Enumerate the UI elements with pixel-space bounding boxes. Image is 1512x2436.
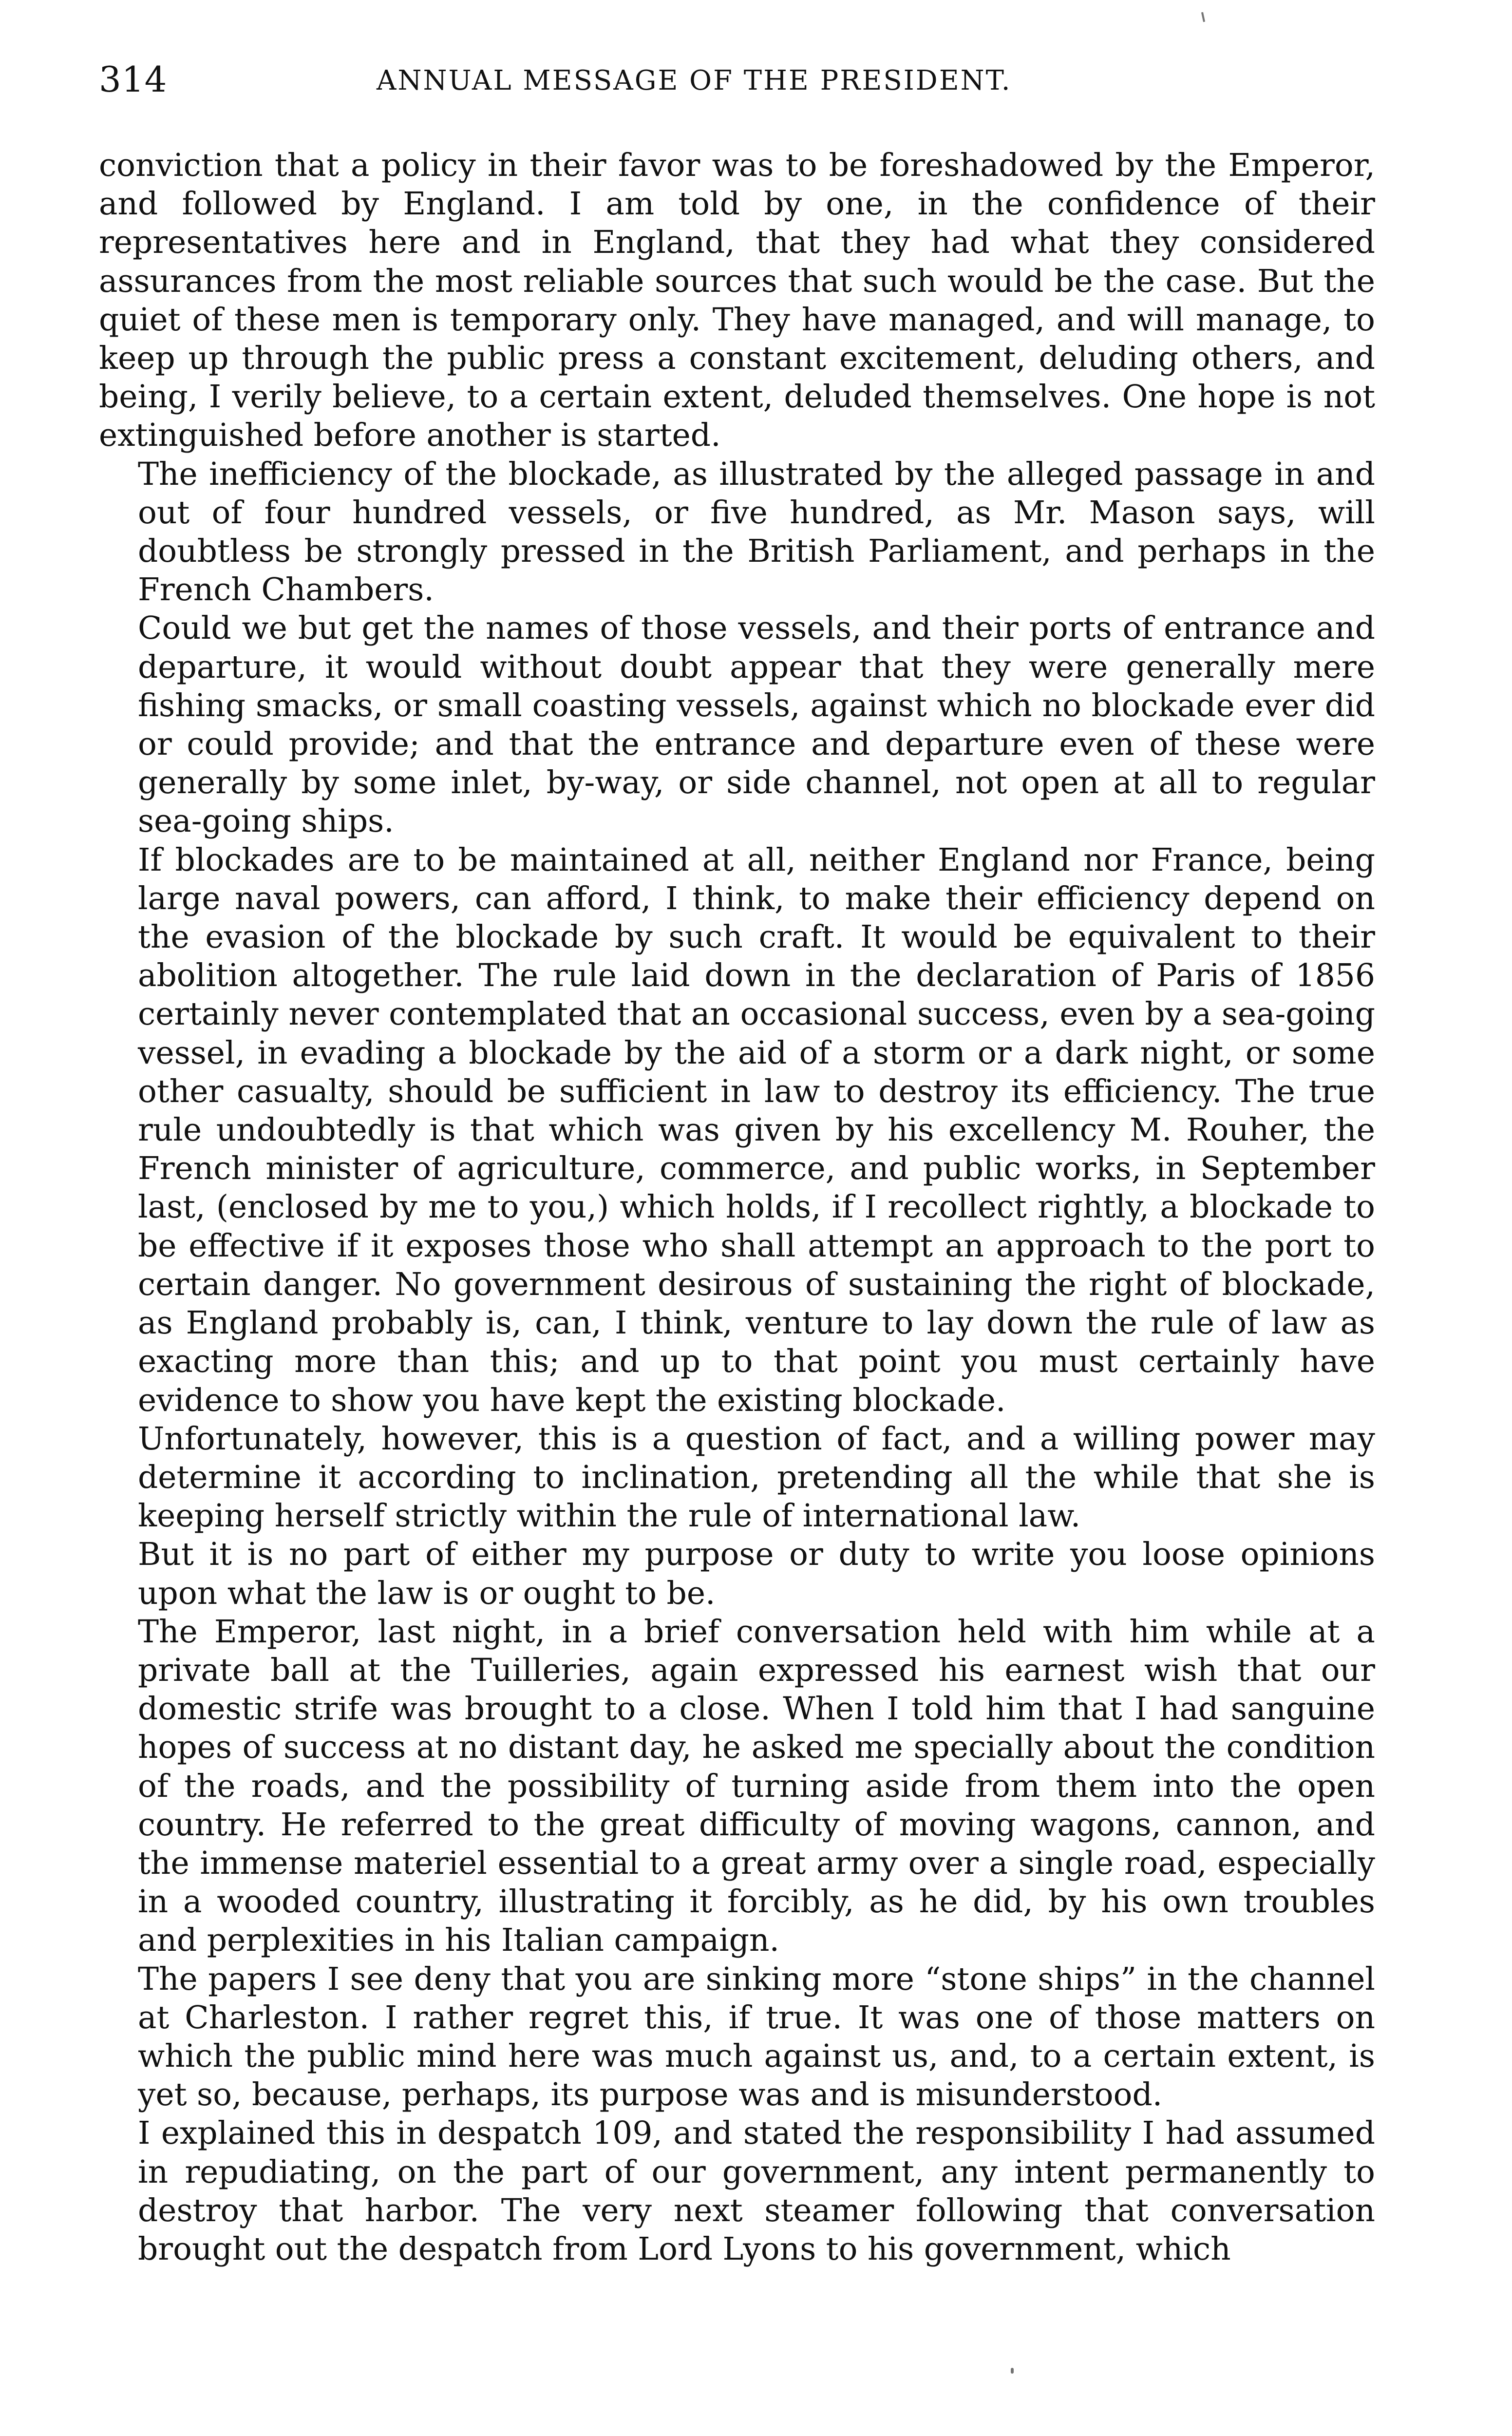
paragraph: But it is no part of either my purpose or duty to write you loose opinions upon what the law is or ought to be.: [138, 1536, 1375, 1612]
print-speck: [1011, 2368, 1014, 2374]
paragraph: Unfortunately, however, this is a question of fact, and a willing power may determine it according to inclination, pretending all the while that she is keeping herself strictly within the rule of international law.: [138, 1420, 1375, 1535]
paragraph: The inefficiency of the blockade, as illustrated by the alleged passage in and out of four hundred vessels, or five hundred, as Mr. Mason says, will doubtless be strongly pressed in the British Parliament, and perhaps in the French Chambers.: [138, 456, 1375, 609]
paragraph: The Emperor, last night, in a brief conversation held with him while at a private ball at the Tuilleries, again expressed his earnest wish that our domestic strife was brought to a close. When I told him that I had sanguine hopes of success at no distant day, he asked me specially about the condition of the roads, and the possibility of turning aside from them into the open country. He referred to the great difficulty of moving wagons, cannon, and the immense materiel essential to a great army over a single road, especially in a wooded country, illustrating it forcibly, as he did, by his own troubles and perplexities in his Italian campaign.: [138, 1613, 1375, 1959]
paragraph: Could we but get the names of those vessels, and their ports of entrance and departure, it would without doubt appear that they were generally mere fishing smacks, or small coasting vessels, against which no blockade ever did or could provide; and that the entrance and departure even of these were generally by some inlet, by-way, or side channel, not open at all to regular sea-going ships.: [138, 610, 1375, 840]
paragraph: The papers I see deny that you are sinking more “stone ships” in the channel at Charleston. I rather regret this, if true. It was one of those matters on which the public mind here was much against us, and, to a certain extent, is yet so, because, perhaps, its purpose was and is misunderstood.: [138, 1960, 1375, 2113]
paragraph: If blockades are to be maintained at all, neither England nor France, being large naval powers, can afford, I think, to make their efficiency depend on the evasion of the blockade by such craft. It would be equivalent to their abolition altogether. The rule laid down in the declaration of Paris of 1856 certainly never contemplated that an occasional success, even by a sea-going vessel, in evading a blockade by the aid of a storm or a dark night, or some other casualty, should be sufficient in law to destroy its efficiency. The true rule undoubtedly is that which was given by his excellency M. Rouher, the French minister of agriculture, commerce, and public works, in September last, (enclosed by me to you,) which holds, if I recollect rightly, a blockade to be effective if it exposes those who shall attempt an approach to the port to certain danger. No government desirous of sustaining the right of blockade, as England probably is, can, I think, venture to lay down the rule of law as exacting more than this; and up to that point you must certainly have evidence to show you have kept the existing blockade.: [138, 841, 1375, 1419]
running-head: ANNUAL MESSAGE OF THE PRESIDENT.: [377, 65, 1012, 96]
paragraph: conviction that a policy in their favor was to be foreshadowed by the Emperor, and followed by England. I am told by one, in the confidence of their representatives here and in England, that they had what they considered assurances from the most reliable sources that such would be the case. But the quiet of these men is temporary only. They have managed, and will manage, to keep up through the public press a constant excitement, deluding others, and being, I verily believe, to a certain extent, deluded themselves. One hope is not extinguished before another is started.: [99, 147, 1375, 454]
print-speck: [1201, 12, 1205, 22]
page-header: [99, 57, 1375, 111]
body-text: [99, 146, 1375, 2268]
page-number: 314: [99, 59, 168, 100]
paragraph: I explained this in despatch 109, and stated the responsibility I had assumed in repudiating, on the part of our government, any intent permanently to destroy that harbor. The very next steamer following that conversation brought out the despatch from Lord Lyons to his government, which: [138, 2115, 1375, 2267]
